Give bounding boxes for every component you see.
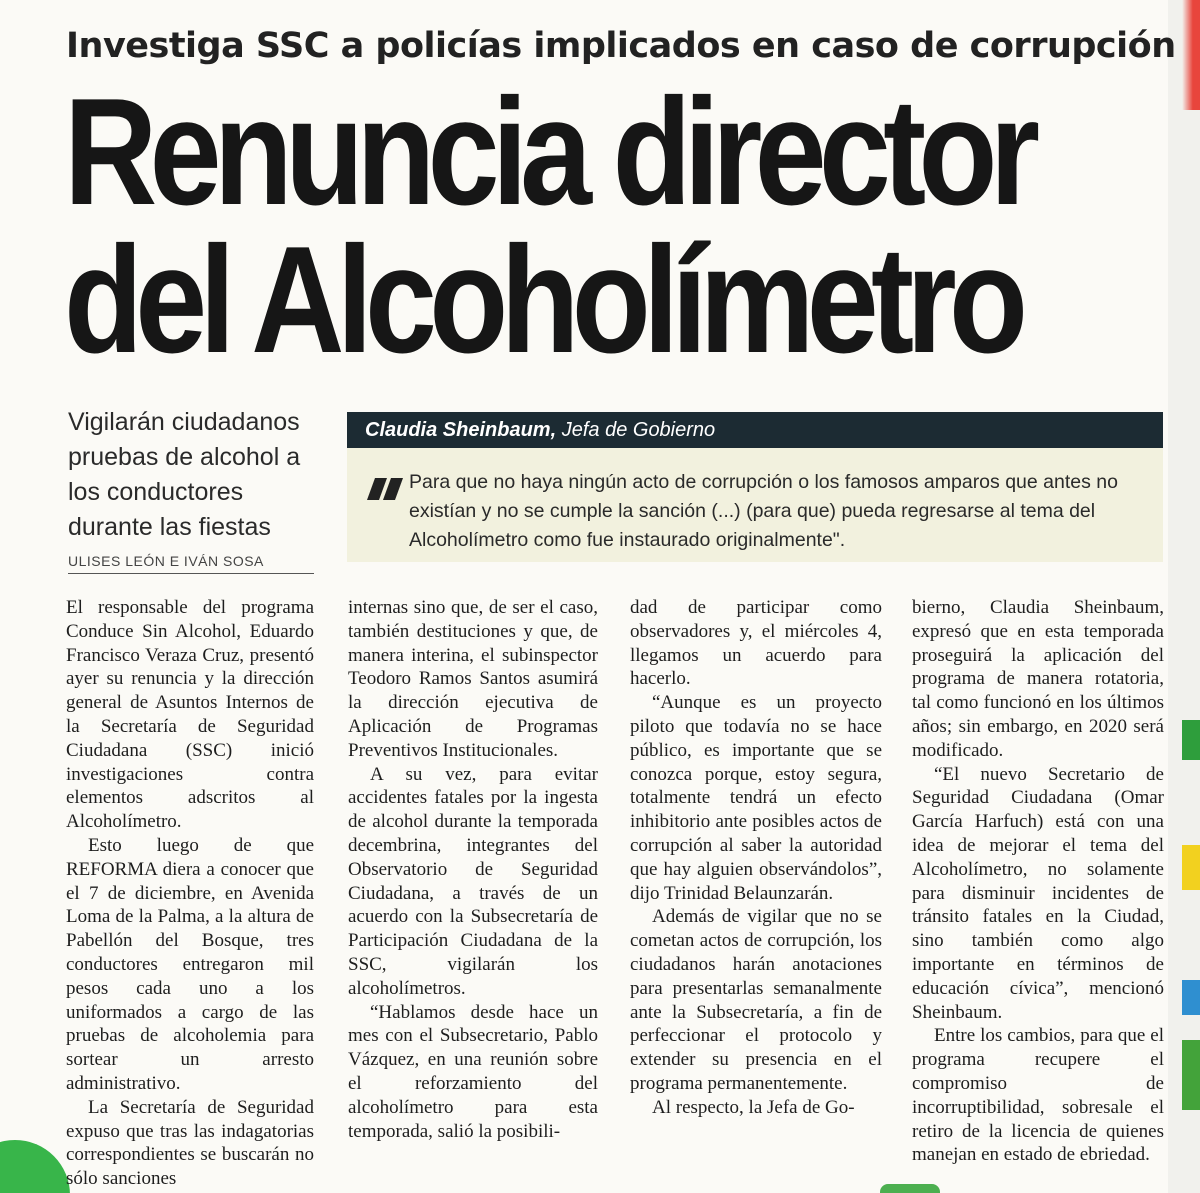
edge-color-mark: [1182, 1040, 1200, 1110]
edge-color-mark: [1182, 0, 1200, 110]
pull-quote-body: [347, 448, 1163, 555]
article-column-3: [630, 596, 882, 1120]
pull-quote: [347, 412, 1163, 562]
paragraph: A su vez, para evitar accidentes fatales por la ingesta de alcohol durante la temporada decembrina, integrantes del Observatorio de Seguridad Ciudadana, a través de un acuerdo con la Subsecretaría de Participación Ciudadana de la SSC, vigilarán los alcoholímetros.: [348, 763, 598, 999]
article-column-4: [912, 596, 1164, 1167]
bottom-green-shape: [880, 1184, 940, 1193]
quote-text: Para que no haya ningún acto de corrupción o los famosos amparos que antes no existían y no se cumple la sanción (...) (para que) pueda regresarse al tema del Alcoholímetro como fue instaurado originalmente".: [409, 471, 1118, 551]
article-column-1: [66, 596, 314, 1191]
article-column-2: [348, 596, 598, 1143]
paragraph: La Secretaría de Seguridad expuso que tras las indagatorias correspondientes se buscarán no sólo sanciones: [66, 1096, 314, 1190]
paragraph: bierno, Claudia Sheinbaum, expresó que en esta temporada proseguirá la aplicación del programa de manera rotatoria, tal como funcionó en los últimos años; sin embargo, en 2020 será modificado.: [912, 597, 1164, 761]
headline-line-1: Renuncia director: [64, 67, 1033, 237]
paragraph: Esto luego de que REFORMA diera a conocer que el 7 de diciembre, en Avenida Loma de la Palma, a la altura de Pabellón del Bosque, tres conductores entregaron mil pesos cada uno a los uniformados a cargo de las pruebas de alcoholemia para sortear un arresto administrativo.: [66, 834, 314, 1094]
paragraph: Además de vigilar que no se cometan actos de corrupción, los ciudadanos harán anotaciones para presentarlas semanalmente ante la Subsecretaría, a fin de perfeccionar el protocolo y extender su presencia en el programa permanentemente.: [630, 906, 882, 1094]
paragraph: “Aunque es un proyecto piloto que todavía no se hace público, es importante que se conozca porque, estoy segura, totalmente tendrá un efecto inhibitorio ante posibles actos de corrupción al saber la autoridad que hay alguien observándolos”, dijo Trinidad Belaunzarán.: [630, 692, 882, 904]
paragraph: Al respecto, la Jefa de Go-: [652, 1096, 855, 1118]
quote-role: Jefa de Gobierno: [561, 419, 716, 441]
quote-speaker: Claudia Sheinbaum,: [365, 419, 557, 441]
edge-color-mark: [1182, 980, 1200, 1015]
paragraph: El responsable del programa Conduce Sin Alcohol, Eduardo Francisco Veraza Cruz, presentó ayer su renuncia y la dirección general de Asuntos Internos de la Secretaría de Seguridad Ciudadana (SSC) inició investigaciones contra elementos adscritos al Alcoholímetro.: [66, 597, 314, 833]
paragraph: “Hablamos desde hace un mes con el Subsecretario, Pablo Vázquez, en una reunión sobre el reforzamiento del alcoholímetro para esta temporada, salió la posibili-: [348, 1001, 598, 1142]
corner-green-shape: [0, 1140, 70, 1193]
headline-line-2: del Alcoholímetro: [64, 215, 1021, 385]
quote-mark-icon: [365, 478, 401, 500]
article-byline: ULISES LEÓN E IVÁN SOSA: [68, 553, 314, 574]
paragraph: “El nuevo Secretario de Seguridad Ciudadana (Omar García Harfuch) está con una idea de mejorar el tema del Alcoholímetro, no solamente para disminuir incidentes de tránsito fatales en la Ciudad, sino también como algo importante en términos de educación cívica”, mencionó Sheinbaum.: [912, 763, 1164, 1023]
article-headline: [64, 67, 1033, 385]
article-kicker: Investiga SSC a policías implicados en caso de corrupción: [66, 26, 1176, 66]
paragraph: Entre los cambios, para que el programa recupere el compromiso de incorruptibilidad, sobresale el retiro de la licencia de quienes manejan en estado de ebriedad.: [912, 1025, 1164, 1166]
pull-quote-header: [347, 412, 1163, 448]
paragraph: dad de participar como observadores y, el miércoles 4, llegamos un acuerdo para hacerlo.: [630, 597, 882, 690]
edge-color-mark: [1182, 720, 1200, 760]
paragraph: internas sino que, de ser el caso, también destituciones y que, de manera interina, el subinspector Teodoro Ramos Santos asumirá la dirección ejecutiva de Aplicación de Programas Preventivos Institucionales.: [348, 597, 598, 761]
edge-color-mark: [1182, 845, 1200, 890]
article-deck: Vigilarán ciudadanos pruebas de alcohol a los conductores durante las fiestas: [68, 408, 301, 541]
page-edge-strip: [1168, 0, 1200, 1193]
